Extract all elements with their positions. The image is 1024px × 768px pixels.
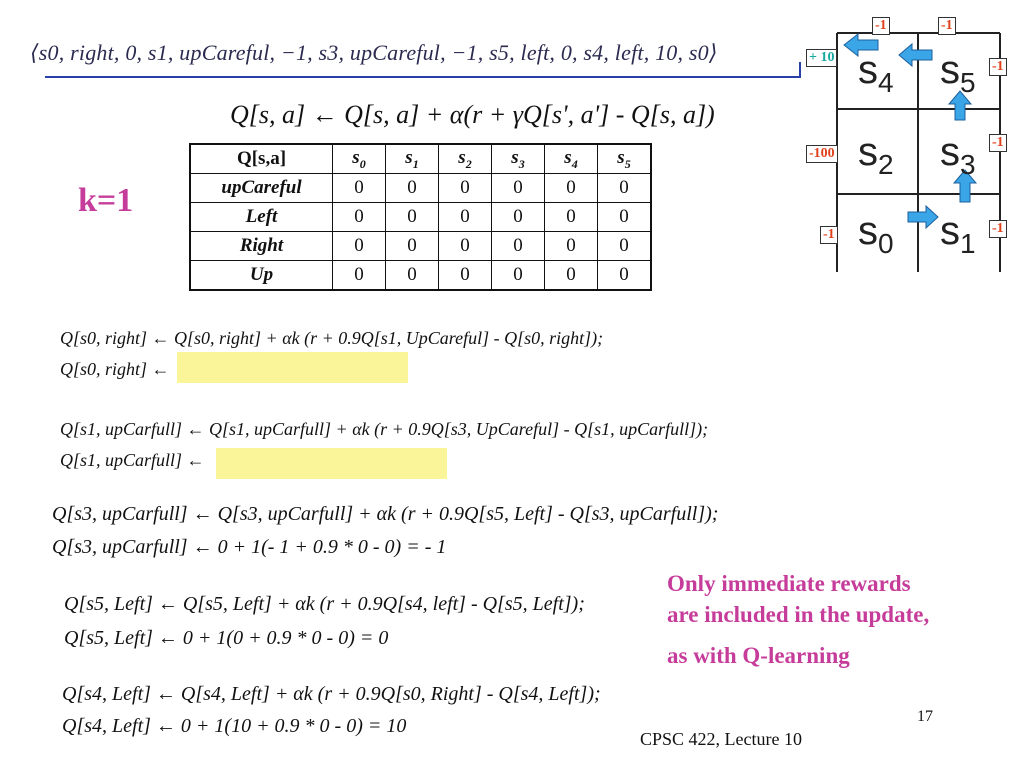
q-table-cell: 0 [492,232,545,261]
q-table-row-label: Up [190,261,333,291]
arrow-right-icon [908,206,938,228]
q-table-col-header: $s_5$ [598,144,652,174]
q-table-cell: 0 [439,261,492,291]
equation-update-s0-right: Q[s0, right] ← Q[s0, right] + αk (r + 0.9Q[s1, UpCareful] - Q[s0, right]); [60,328,604,348]
q-table-cell: 0 [492,203,545,232]
q-table-col-header: $s_4$ [545,144,598,174]
reward-box: -1 [989,58,1007,76]
q-table-cell: 0 [545,261,598,291]
q-table-cell: 0 [333,203,386,232]
equation-update-s3-upcarfull: Q[s3, upCarfull] ← Q[s3, upCarfull] + αk (r + 0.9Q[s5, Left] - Q[s3, upCarfull]); [52,503,719,525]
equation-result-s1-upcarfull: Q[s1, upCarfull] ← [60,450,205,470]
q-table-row-label: Left [190,203,333,232]
q-table-cell: 0 [386,261,439,291]
k-label: k=1 [78,182,134,219]
equation-result-s5-left: Q[s5, Left] ← 0 + 1(0 + 0.9 * 0 - 0) = 0 [64,627,389,649]
state-label-s1: $s_1$ [940,209,976,259]
equation-result-s4-left: Q[s4, Left] ← 0 + 1(10 + 0.9 * 0 - 0) = 10 [62,715,407,737]
table-row [190,203,651,232]
reward-box-positive: + 10 [806,49,837,67]
equation-update-s5-left: Q[s5, Left] ← Q[s5, Left] + αk (r + 0.9Q[s4, left] - Q[s5, Left]); [64,593,585,615]
q-table-cell: 0 [333,174,386,203]
q-table-cell: 0 [598,232,652,261]
equation-result-s3-upcarfull: Q[s3, upCarfull] ← 0 + 1(- 1 + 0.9 * 0 - 0) = - 1 [52,536,447,558]
note-line: are included in the update, [667,602,930,627]
q-table-cell: 0 [333,261,386,291]
q-table-cell: 0 [439,174,492,203]
equation-update-s4-left: Q[s4, Left] ← Q[s4, Left] + αk (r + 0.9Q[s0, Right] - Q[s4, Left]); [62,683,601,705]
q-table-cell: 0 [386,203,439,232]
q-table-cell: 0 [492,174,545,203]
reward-box: -1 [989,220,1007,238]
episode-underline-tick [799,62,801,78]
reward-box: -1 [820,226,838,244]
q-table-cell: 0 [545,232,598,261]
q-table-corner: Q[s,a] [190,144,333,174]
q-table-cell: 0 [545,174,598,203]
arrow-left-icon [899,44,932,66]
grid-world-diagram [804,0,1024,290]
state-label-s3: $s_3$ [940,130,976,180]
q-table-cell: 0 [386,232,439,261]
note-text [667,568,929,671]
q-table-row-label: upCareful [190,174,333,203]
q-table-col-header: $s_2$ [439,144,492,174]
q-table-col-header: $s_3$ [492,144,545,174]
equation-result-s0-right: Q[s0, right] ← [60,359,170,379]
reward-box: -1 [989,134,1007,152]
q-table-cell: 0 [492,261,545,291]
q-table-cell: 0 [598,174,652,203]
reward-box: -1 [938,17,956,35]
footer-text: CPSC 422, Lecture 10 [640,729,802,749]
reward-box: -1 [872,17,890,35]
answer-highlight-box [177,352,408,383]
state-label-s0: $s_0$ [858,209,894,259]
q-update-rule: Q[s, a] ← Q[s, a] + α(r + γQ[s', a'] - Q[s, a]) [230,100,715,129]
state-label-s5: $s_5$ [940,48,976,98]
q-table-cell: 0 [545,203,598,232]
q-table-row-label: Right [190,232,333,261]
episode-sequence: ⟨s0, right, 0, s1, upCareful, −1, s3, upCareful, −1, s5, left, 0, s4, left, 10, s0⟩ [30,40,718,65]
episode-underline [45,76,801,78]
q-table-cell: 0 [386,174,439,203]
reward-box: -100 [806,145,838,163]
page-number: 17 [917,708,933,725]
note-line: as with Q-learning [667,643,850,668]
q-table-cell: 0 [333,232,386,261]
q-table-cell: 0 [598,261,652,291]
q-table-col-header: $s_1$ [386,144,439,174]
q-table [189,143,652,291]
table-row [190,232,651,261]
q-table-header-row [190,144,651,174]
table-row [190,174,651,203]
note-line: Only immediate rewards [667,571,911,596]
q-table-col-header: $s_0$ [333,144,386,174]
q-table-cell: 0 [598,203,652,232]
equation-update-s1-upcarfull: Q[s1, upCarfull] ← Q[s1, upCarfull] + αk (r + 0.9Q[s3, UpCareful] - Q[s1, upCarfull]); [60,419,709,439]
q-table-cell: 0 [439,232,492,261]
state-label-s4: $s_4$ [858,48,894,98]
q-table-cell: 0 [439,203,492,232]
answer-highlight-box [216,448,447,479]
table-row [190,261,651,291]
state-label-s2: $s_2$ [858,130,894,180]
